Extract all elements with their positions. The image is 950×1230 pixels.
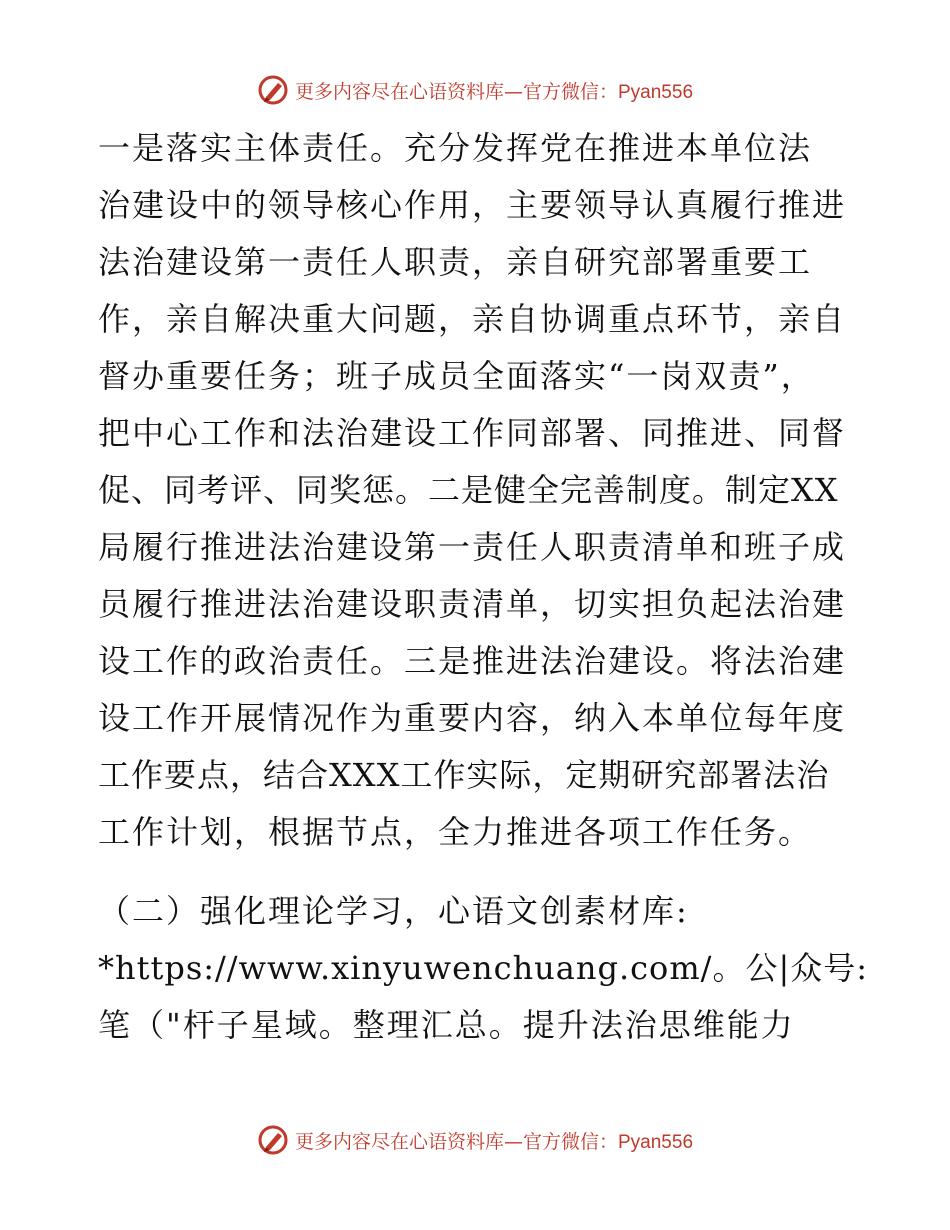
body-line: 设工作的政治责任。三是推进法治建设。将法治建: [98, 642, 847, 680]
footer-brand-text: [295, 1127, 693, 1154]
body-line: 一是落实主体责任。充分发挥党在推进本单位法: [98, 129, 813, 167]
body-line: （二）强化理论学习，心语文创素材库:: [98, 892, 689, 930]
document-body: [98, 120, 869, 1054]
paragraph-gap: [98, 861, 858, 883]
red-pen-circle-logo-icon: [257, 74, 289, 106]
footer-wechat-label: 官方微信：: [522, 1130, 618, 1153]
header-brand-text: [295, 77, 693, 104]
page-footer: [0, 1120, 950, 1160]
footer-brand: [257, 1124, 693, 1156]
red-pen-circle-logo-icon: [257, 1124, 289, 1156]
header-site-text: 更多内容尽在心语资料库: [294, 80, 504, 103]
header-brand: [257, 74, 693, 106]
page-header: [0, 70, 950, 110]
body-line: 把中心工作和法治建设工作同部署、同推进、同督: [98, 414, 847, 452]
body-line: 法治建设第一责任人职责，亲自研究部署重要工: [98, 243, 813, 281]
body-line: 员履行推进法治建设职责清单，切实担负起法治建: [98, 585, 847, 623]
body-line: 督办重要任务；班子成员全面落实“一岗双责”，: [98, 357, 815, 395]
body-line: 工作计划，根据节点，全力推进各项工作任务。: [98, 813, 813, 851]
body-line: 作，亲自解决重大问题，亲自协调重点环节，亲自: [98, 300, 847, 338]
footer-wechat-handle: Pyan556: [618, 1131, 694, 1153]
footer-separator: —: [503, 1130, 523, 1153]
body-line-url: *https://www.xinyuwenchuang.com/。公|众号:: [98, 949, 869, 987]
header-separator: —: [503, 80, 523, 103]
header-wechat-handle: Pyan556: [618, 81, 694, 103]
body-line: 设工作开展情况作为重要内容，纳入本单位每年度: [98, 699, 847, 737]
body-line: 促、同考评、同奖惩。二是健全完善制度。制定XX: [98, 471, 839, 509]
body-line: 治建设中的领导核心作用，主要领导认真履行推进: [98, 186, 847, 224]
body-line: 笔（"杆子星域。整理汇总。提升法治思维能力: [98, 1006, 795, 1044]
header-wechat-label: 官方微信：: [522, 80, 618, 103]
body-line: 局履行推进法治建设第一责任人职责清单和班子成: [98, 528, 847, 566]
body-line: 工作要点，结合XXX工作实际，定期研究部署法治: [98, 756, 830, 794]
footer-site-text: 更多内容尽在心语资料库: [294, 1130, 504, 1153]
